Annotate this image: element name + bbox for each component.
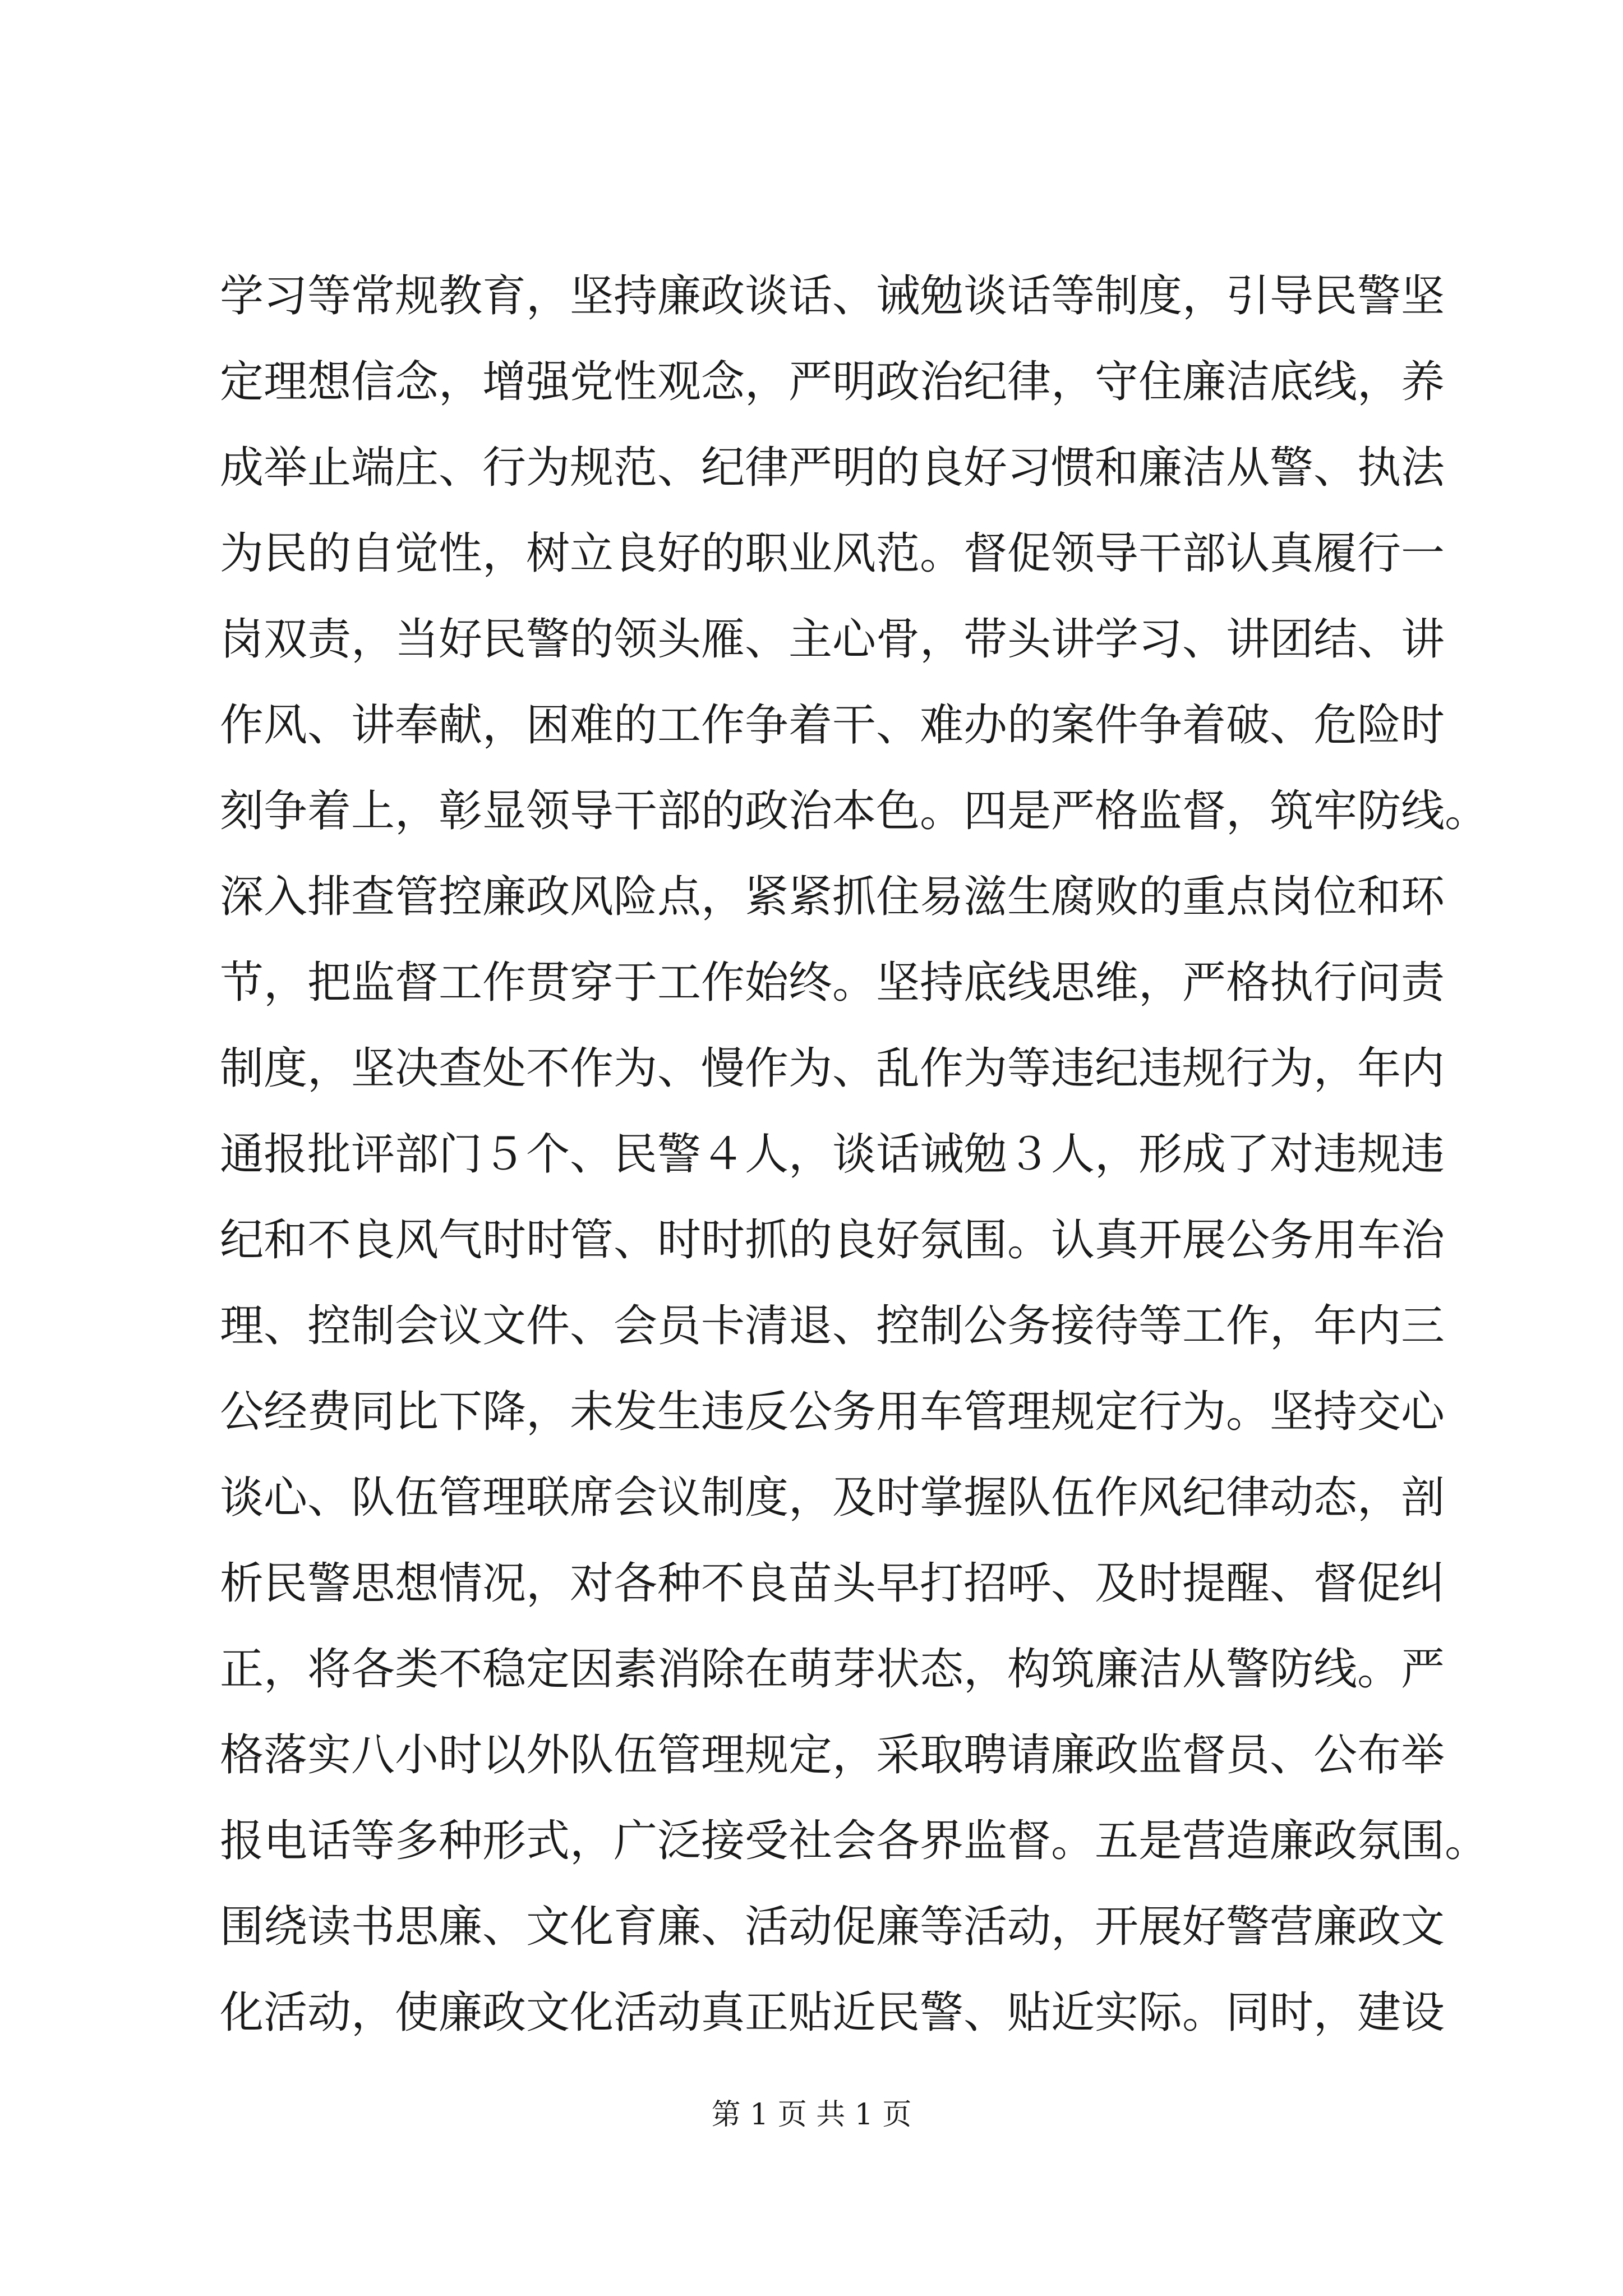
body-text bbox=[220, 254, 1489, 2056]
text-line: 为民的自觉性，树立良好的职业风范。督促领导干部认真履行一 bbox=[220, 528, 1445, 579]
text-line: 报电话等多种形式，广泛接受社会各界监督。五是营造廉政氛围。 bbox=[220, 1816, 1489, 1866]
text-line: 谈心、队伍管理联席会议制度，及时掌握队伍作风纪律动态，剖 bbox=[220, 1473, 1445, 1523]
text-line: 理、控制会议文件、会员卡清退、控制公务接待等工作，年内三 bbox=[220, 1301, 1445, 1351]
text-line: 正，将各类不稳定因素消除在萌芽状态，构筑廉洁从警防线。严 bbox=[220, 1644, 1445, 1695]
text-line: 节，把监督工作贯穿于工作始终。坚持底线思维，严格执行问责 bbox=[220, 958, 1445, 1008]
page-number-indicator: 第 1 页 共 1 页 bbox=[711, 2098, 912, 2132]
text-line: 岗双责，当好民警的领头雁、主心骨，带头讲学习、讲团结、讲 bbox=[220, 614, 1445, 665]
text-line: 作风、讲奉献，困难的工作争着干、难办的案件争着破、危险时 bbox=[220, 700, 1445, 751]
text-line: 析民警思想情况，对各种不良苗头早打招呼、及时提醒、督促纠 bbox=[220, 1558, 1445, 1609]
text-line: 刻争着上，彰显领导干部的政治本色。四是严格监督，筑牢防线。 bbox=[220, 786, 1489, 836]
text-line: 制度，坚决查处不作为、慢作为、乱作为等违纪违规行为，年内 bbox=[220, 1043, 1445, 1094]
text-line: 纪和不良风气时时管、时时抓的良好氛围。认真开展公务用车治 bbox=[220, 1215, 1445, 1266]
page-footer bbox=[0, 2095, 1623, 2134]
text-line: 定理想信念，增强党性观念，严明政治纪律，守住廉洁底线，养 bbox=[220, 357, 1445, 407]
text-line: 深入排查管控廉政风险点，紧紧抓住易滋生腐败的重点岗位和环 bbox=[220, 872, 1445, 922]
text-line: 围绕读书思廉、文化育廉、活动促廉等活动，开展好警营廉政文 bbox=[220, 1902, 1445, 1952]
text-line: 通报批评部门５个、民警４人，谈话诫勉３人，形成了对违规违 bbox=[220, 1129, 1445, 1180]
text-line: 成举止端庄、行为规范、纪律严明的良好习惯和廉洁从警、执法 bbox=[220, 443, 1445, 493]
text-line: 学习等常规教育，坚持廉政谈话、诫勉谈话等制度，引导民警坚 bbox=[220, 271, 1445, 321]
text-line: 公经费同比下降，未发生违反公务用车管理规定行为。坚持交心 bbox=[220, 1387, 1445, 1437]
text-line: 格落实八小时以外队伍管理规定，采取聘请廉政监督员、公布举 bbox=[220, 1730, 1445, 1780]
text-line: 化活动，使廉政文化活动真正贴近民警、贴近实际。同时，建设 bbox=[220, 1987, 1445, 2038]
